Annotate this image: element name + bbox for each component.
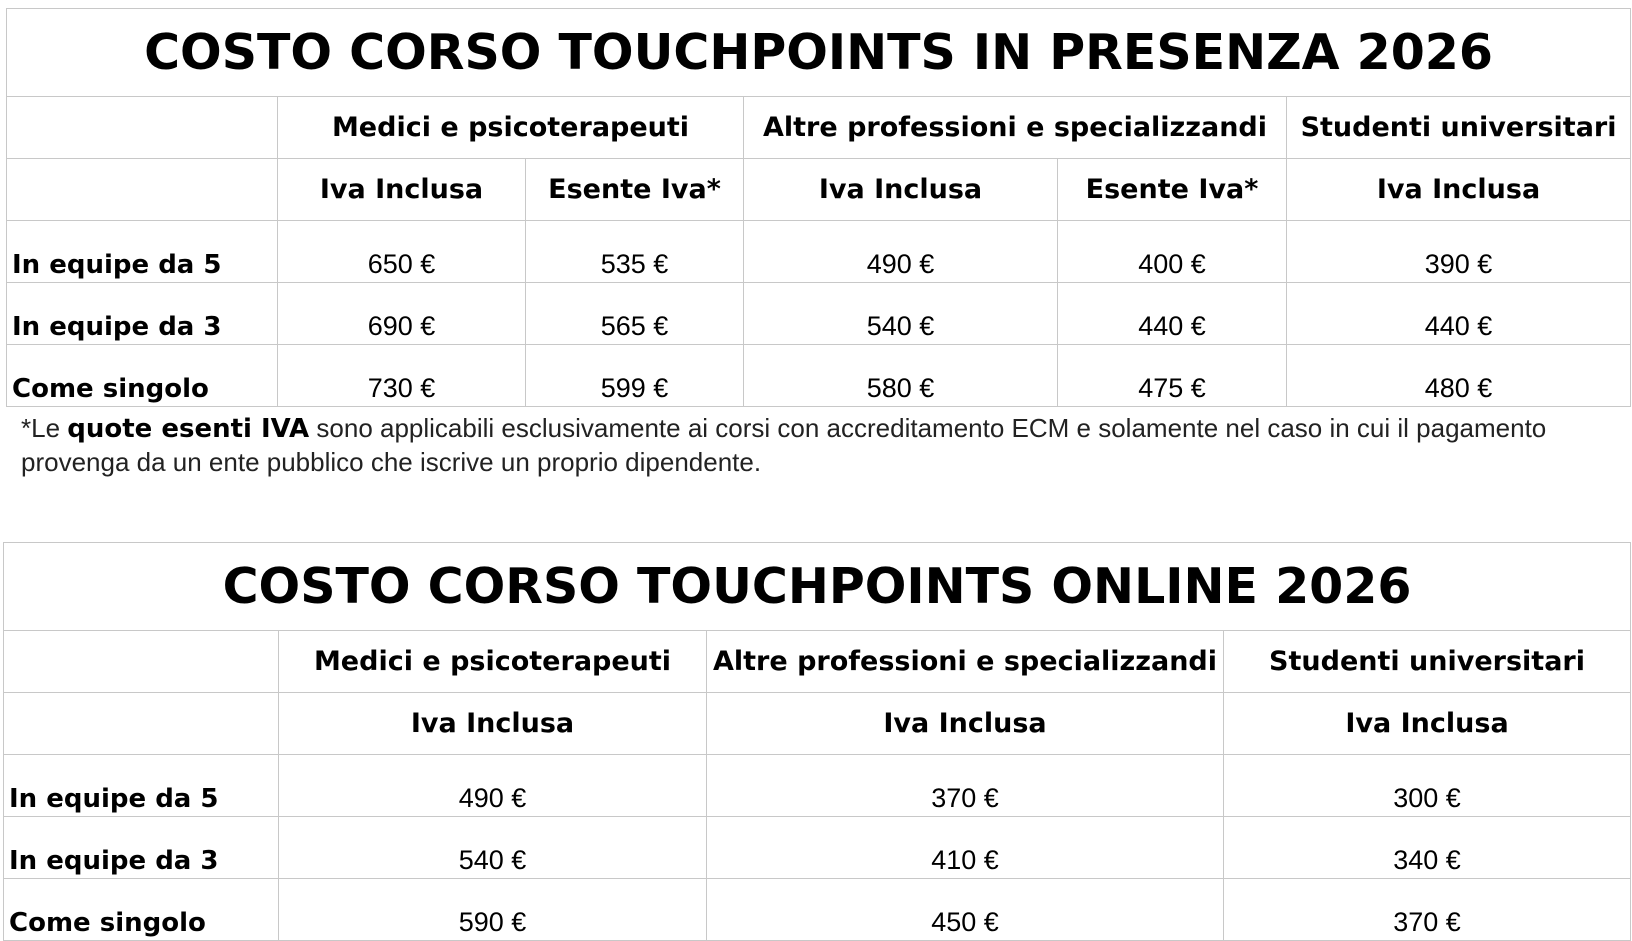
online-group-altre: Altre professioni e specializzandi [707, 631, 1224, 693]
price-cell: 475 € [1058, 345, 1287, 407]
price-cell: 650 € [278, 221, 526, 283]
vat-footnote [21, 412, 1601, 479]
presenza-group-altre: Altre professioni e specializzandi [744, 97, 1287, 159]
table-row [4, 817, 1631, 879]
footnote-text: sono applicabili esclusivamente ai corsi con accreditamento ECM e solamente nel caso in cui il pagamento provenga da un ente pubblico che iscrive un proprio dipendente. [21, 413, 1547, 477]
price-cell: 370 € [1224, 879, 1631, 941]
price-cell: 540 € [744, 283, 1058, 345]
price-cell: 400 € [1058, 221, 1287, 283]
presenza-subheader: Iva Inclusa [1287, 159, 1631, 221]
price-cell: 300 € [1224, 755, 1631, 817]
table-row [7, 283, 1631, 345]
price-cell: 590 € [279, 879, 707, 941]
online-subheader: Iva Inclusa [279, 693, 707, 755]
table-row [4, 879, 1631, 941]
footnote-bold: quote esenti IVA [67, 414, 310, 444]
table-row [7, 221, 1631, 283]
online-group-medici: Medici e psicoterapeuti [279, 631, 707, 693]
table-row [7, 345, 1631, 407]
row-label: In equipe da 3 [4, 817, 279, 879]
price-cell: 565 € [526, 283, 744, 345]
row-label: Come singolo [7, 345, 278, 407]
online-group-studenti: Studenti universitari [1224, 631, 1631, 693]
online-corner-cell [4, 631, 279, 693]
presenza-subheader: Iva Inclusa [744, 159, 1058, 221]
price-cell: 490 € [744, 221, 1058, 283]
presenza-group-studenti: Studenti universitari [1287, 97, 1631, 159]
price-cell: 480 € [1287, 345, 1631, 407]
footnote-prefix: *Le [21, 413, 68, 443]
price-cell: 440 € [1287, 283, 1631, 345]
price-cell: 390 € [1287, 221, 1631, 283]
price-cell: 535 € [526, 221, 744, 283]
presenza-group-medici: Medici e psicoterapeuti [278, 97, 744, 159]
presenza-subheader: Esente Iva* [526, 159, 744, 221]
price-cell: 440 € [1058, 283, 1287, 345]
online-corner-cell-2 [4, 693, 279, 755]
presenza-subheader: Iva Inclusa [278, 159, 526, 221]
online-title: COSTO CORSO TOUCHPOINTS ONLINE 2026 [4, 543, 1631, 631]
price-cell: 599 € [526, 345, 744, 407]
table-row [4, 755, 1631, 817]
price-cell: 580 € [744, 345, 1058, 407]
presenza-corner-cell-2 [7, 159, 278, 221]
row-label: In equipe da 5 [7, 221, 278, 283]
price-cell: 690 € [278, 283, 526, 345]
presenza-corner-cell [7, 97, 278, 159]
price-cell: 730 € [278, 345, 526, 407]
price-cell: 490 € [279, 755, 707, 817]
price-cell: 370 € [707, 755, 1224, 817]
presenza-price-table [6, 8, 1631, 407]
price-cell: 540 € [279, 817, 707, 879]
presenza-subheader: Esente Iva* [1058, 159, 1287, 221]
price-cell: 450 € [707, 879, 1224, 941]
online-subheader: Iva Inclusa [1224, 693, 1631, 755]
presenza-title: COSTO CORSO TOUCHPOINTS IN PRESENZA 2026 [7, 9, 1631, 97]
row-label: In equipe da 5 [4, 755, 279, 817]
row-label: In equipe da 3 [7, 283, 278, 345]
price-cell: 340 € [1224, 817, 1631, 879]
price-cell: 410 € [707, 817, 1224, 879]
online-subheader: Iva Inclusa [707, 693, 1224, 755]
row-label: Come singolo [4, 879, 279, 941]
online-price-table [3, 542, 1631, 941]
